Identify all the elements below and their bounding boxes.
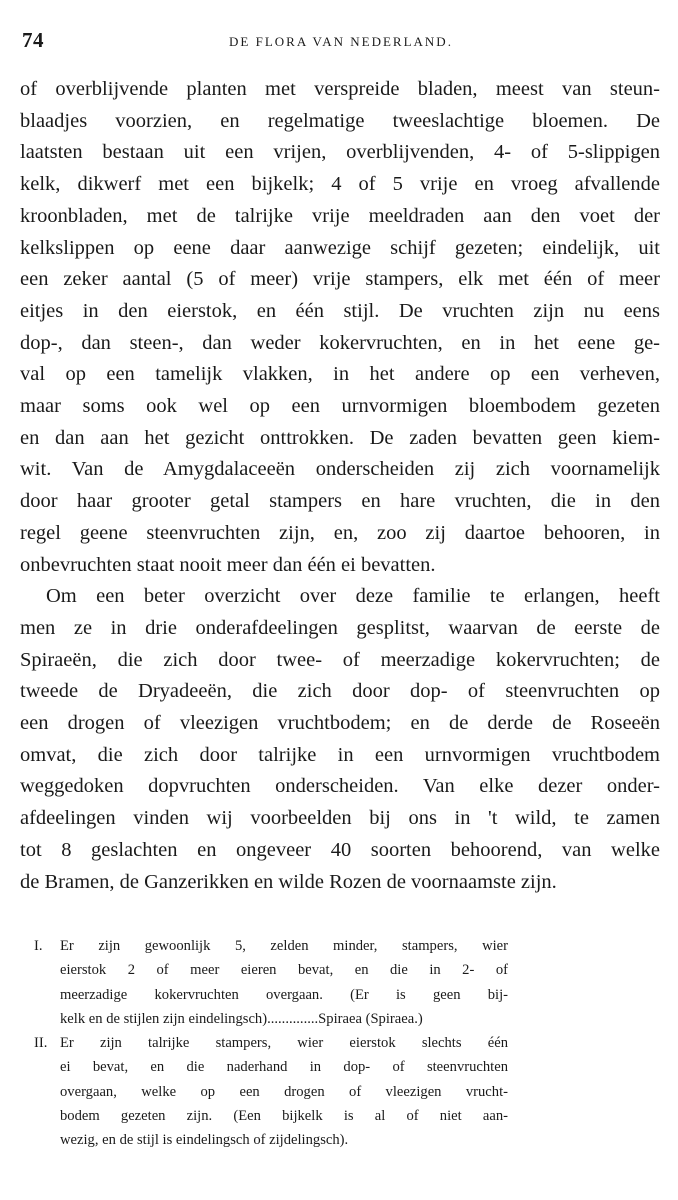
running-title: DE FLORA VAN NEDERLAND. (229, 34, 453, 49)
page-header (22, 28, 660, 52)
text-line: dop-, dan steen-, dan weder kokervruchten, en in het eene ge- (20, 331, 660, 354)
text-line: Om een beter overzicht over deze familie te erlangen, heeft (46, 585, 660, 608)
key-item (34, 1031, 508, 1152)
key-line: ei bevat, en die naderhand in dop- of steenvruchten (60, 1059, 508, 1076)
identification-key (34, 934, 614, 1153)
text-line: de Bramen, de Ganzerikken en wilde Rozen de voornaamste zijn. (20, 870, 557, 893)
text-line: door haar grooter getal stampers en hare vruchten, die in den (20, 490, 660, 513)
text-line: kelk, dikwerf met een bijkelk; 4 of 5 vrije en vroeg afvallende (20, 173, 660, 196)
text-line: val op een tamelijk vlakken, in het andere op een verheven, (20, 363, 660, 386)
text-line: kelkslippen op eene daar aanwezige schijf gezeten; eindelijk, uit (20, 236, 660, 259)
text-line: men ze in drie onderafdeelingen gesplitst, waarvan de eerste de (20, 616, 660, 639)
key-item (34, 934, 508, 1007)
key-line: wezig, en de stijl is eindelingsch of zijdelingsch). (60, 1132, 349, 1149)
paragraph (20, 74, 660, 581)
key-line: Er zijn gewoonlijk 5, zelden minder, stampers, wier (60, 938, 508, 954)
key-line: eierstok 2 of meer eieren bevat, en die in 2- of (60, 962, 508, 979)
text-line: of overblijvende planten met verspreide bladen, meest van steun- (20, 78, 660, 100)
text-line: kroonbladen, met de talrijke vrije meeldraden aan den voet der (20, 204, 660, 227)
key-line: overgaan, welke op een drogen of vleezigen vrucht- (60, 1083, 508, 1100)
text-line: een drogen of vleezigen vruchtbodem; en de derde de Roseeën (20, 712, 660, 735)
text-line: regel geene steenvruchten zijn, en, zoo zij daartoe behooren, in (20, 521, 660, 544)
text-line: een zeker aantal (5 of meer) vrije stampers, elk met één of meer (20, 268, 660, 291)
key-line: bodem gezeten zijn. (Een bijkelk is al of niet aan- (60, 1108, 508, 1125)
text-line: laatsten bestaan uit een vrijen, overblijvenden, 4- of 5-slippigen (20, 141, 660, 164)
paragraph (20, 581, 660, 898)
text-line: wit. Van de Amygdalaceeën onderscheiden zij zich voornamelijk (20, 458, 660, 481)
text-line: en dan aan het gezicht onttrokken. De zaden bevatten geen kiem- (20, 426, 660, 449)
body-text (20, 74, 660, 898)
key-line: Er zijn talrijke stampers, wier eierstok slechts één (60, 1035, 508, 1052)
text-line: tot 8 geslachten en ongeveer 40 soorten behoorend, van welke (20, 838, 660, 861)
text-line: maar soms ook wel op een urnvormigen bloembodem gezeten (20, 395, 660, 418)
key-item-wide-line (34, 1007, 614, 1031)
text-line: Spiraeën, die zich door twee- of meerzadige kokervruchten; de (20, 648, 660, 671)
text-line: weggedoken dopvruchten onderscheiden. Van elke dezer onder- (20, 775, 660, 798)
key-line: kelk en de stijlen zijn eindelingsch)..............Spiraea (Spiraea.) (60, 1010, 423, 1027)
key-item-number: II. (34, 1035, 48, 1052)
text-line: tweede de Dryadeeën, die zich door dop- of steenvruchten op (20, 680, 660, 703)
text-line: blaadjes voorzien, en regelmatige tweeslachtige bloemen. De (20, 109, 660, 132)
key-item-number: I. (34, 938, 43, 954)
text-line: onbevruchten staat nooit meer dan één ei bevatten. (20, 553, 436, 576)
page-number: 74 (22, 28, 44, 52)
text-line: afdeelingen vinden wij voorbeelden bij ons in 't wild, te zamen (20, 807, 660, 830)
key-line: meerzadige kokervruchten overgaan. (Er is geen bij- (60, 986, 508, 1003)
text-line: eitjes in den eierstok, en één stijl. De vruchten zijn nu eens (20, 299, 660, 322)
text-line: omvat, die zich door talrijke in een urnvormigen vruchtbodem (20, 743, 660, 766)
